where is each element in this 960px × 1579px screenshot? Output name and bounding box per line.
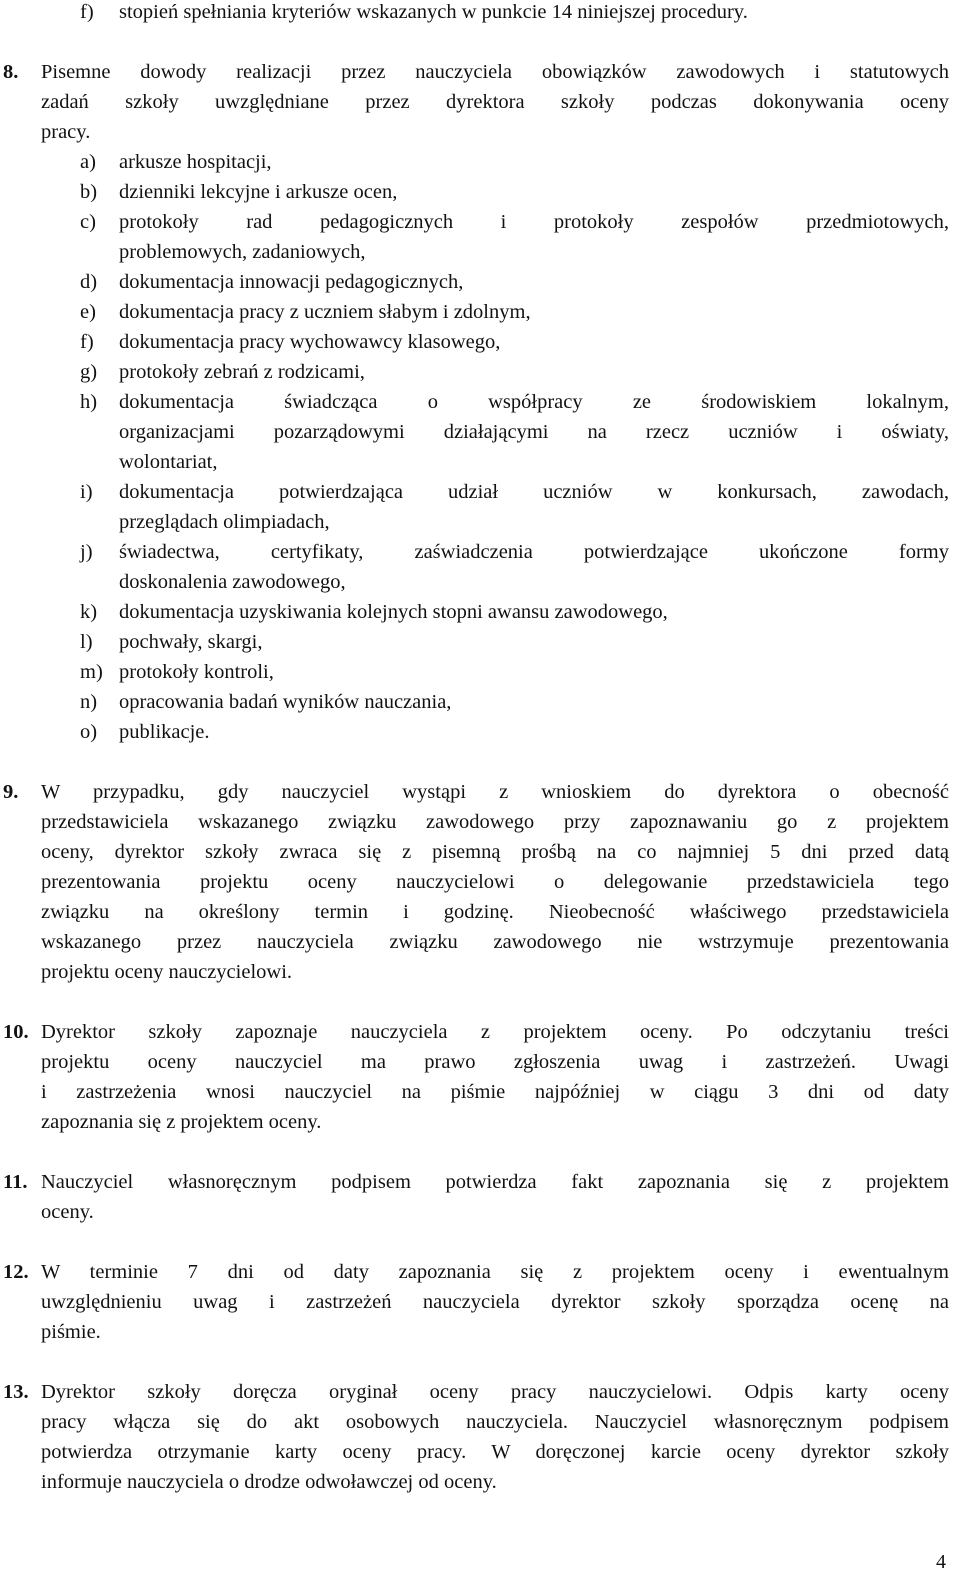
list-item-label: e) [80, 301, 96, 323]
paragraph-line: projektu oceny nauczyciel ma prawo zgłoszenia uwag i zastrzeżeń. Uwagi [41, 1051, 949, 1073]
section-number: 11. [3, 1171, 28, 1193]
list-item-text: świadectwa, certyfikaty, zaświadczenia potwierdzające ukończone formy [119, 541, 949, 563]
paragraph-line: Dyrektor szkoły doręcza oryginał oceny pracy nauczycielowi. Odpis karty oceny [41, 1381, 949, 1403]
paragraph-line: piśmie. [41, 1321, 101, 1343]
list-item-label: h) [80, 391, 98, 413]
list-item-text: dokumentacja potwierdzająca udział uczniów w konkursach, zawodach, [119, 481, 949, 503]
list-item-label: b) [80, 181, 98, 203]
list-item-text: protokoły rad pedagogicznych i protokoły zespołów przedmiotowych, [119, 211, 949, 233]
list-item-text: protokoły zebrań z rodzicami, [119, 361, 365, 383]
list-item-text: wolontariat, [119, 451, 218, 473]
list-item-text: problemowych, zadaniowych, [119, 241, 366, 263]
list-item-text: opracowania badań wyników nauczania, [119, 691, 452, 713]
paragraph-line: Nauczyciel własnoręcznym podpisem potwierdza fakt zapoznania się z projektem [41, 1171, 949, 1193]
list-item-text: arkusze hospitacji, [119, 151, 272, 173]
list-item-label: a) [80, 151, 96, 173]
paragraph-line: zapoznania się z projektem oceny. [41, 1111, 322, 1133]
section-number: 12. [3, 1261, 29, 1283]
list-item-text: stopień spełniania kryteriów wskazanych w punkcie 14 niniejszej procedury. [119, 1, 748, 23]
section-number: 9. [3, 781, 19, 803]
list-item-text: organizacjami pozarządowymi działającymi na rzecz uczniów i oświaty, [119, 421, 949, 443]
paragraph-line: W terminie 7 dni od daty zapoznania się z projektem oceny i ewentualnym [41, 1261, 949, 1283]
list-item-label: i) [80, 481, 93, 503]
paragraph-line: zadań szkoły uwzględniane przez dyrektora szkoły podczas dokonywania oceny [41, 91, 949, 113]
list-item-text: protokoły kontroli, [119, 661, 274, 683]
paragraph-line: Dyrektor szkoły zapoznaje nauczyciela z projektem oceny. Po odczytaniu treści [41, 1021, 949, 1043]
paragraph-line: oceny. [41, 1201, 94, 1223]
list-item-label: m) [80, 661, 103, 683]
list-item-text: dokumentacja pracy wychowawcy klasowego, [119, 331, 501, 353]
paragraph-line: pracy włącza się do akt osobowych nauczyciela. Nauczyciel własnoręcznym podpisem [41, 1411, 949, 1433]
list-item-label: l) [80, 631, 93, 653]
paragraph-line: Pisemne dowody realizacji przez nauczyciela obowiązków zawodowych i statutowych [41, 61, 949, 83]
paragraph-line: uwzględnieniu uwag i zastrzeżeń nauczyciela dyrektor szkoły sporządza ocenę na [41, 1291, 949, 1313]
paragraph-line: przedstawiciela wskazanego związku zawodowego przy zapoznawaniu go z projektem [41, 811, 949, 833]
list-item-label: f) [80, 1, 94, 23]
paragraph-line: projektu oceny nauczycielowi. [41, 961, 293, 983]
paragraph-line: informuje nauczyciela o drodze odwoławczej od oceny. [41, 1471, 497, 1493]
list-item-label: j) [80, 541, 93, 563]
list-item-text: dokumentacja pracy z uczniem słabym i zdolnym, [119, 301, 531, 323]
paragraph-line: oceny, dyrektor szkoły zwraca się z pisemną prośbą na co najmniej 5 dni przed datą [41, 841, 949, 863]
paragraph-line: W przypadku, gdy nauczyciel wystąpi z wnioskiem do dyrektora o obecność [41, 781, 949, 803]
paragraph-line: związku na określony termin i godzinę. Nieobecność właściwego przedstawiciela [41, 901, 949, 923]
list-item-text: pochwały, skargi, [119, 631, 263, 653]
list-item-text: publikacje. [119, 721, 210, 743]
list-item-label: o) [80, 721, 98, 743]
list-item-label: c) [80, 211, 96, 233]
list-item-text: dzienniki lekcyjne i arkusze ocen, [119, 181, 398, 203]
paragraph-line: prezentowania projektu oceny nauczycielowi o delegowanie przedstawiciela tego [41, 871, 949, 893]
list-item-text: doskonalenia zawodowego, [119, 571, 346, 593]
list-item-text: dokumentacja świadcząca o współpracy ze środowiskiem lokalnym, [119, 391, 949, 413]
list-item-label: n) [80, 691, 98, 713]
paragraph-line: i zastrzeżenia wnosi nauczyciel na piśmie najpóźniej w ciągu 3 dni od daty [41, 1081, 949, 1103]
page-number: 4 [936, 1551, 946, 1573]
list-item-label: k) [80, 601, 98, 623]
list-item-text: przeglądach olimpiadach, [119, 511, 330, 533]
paragraph-line: pracy. [41, 121, 91, 143]
list-item-label: g) [80, 361, 98, 383]
section-number: 10. [3, 1021, 29, 1043]
section-number: 8. [3, 61, 19, 83]
list-item-label: d) [80, 271, 98, 293]
paragraph-line: potwierdza otrzymanie karty oceny pracy. W doręczonej karcie oceny dyrektor szkoły [41, 1441, 949, 1463]
list-item-text: dokumentacja uzyskiwania kolejnych stopni awansu zawodowego, [119, 601, 668, 623]
section-number: 13. [3, 1381, 29, 1403]
paragraph-line: wskazanego przez nauczyciela związku zawodowego nie wstrzymuje prezentowania [41, 931, 949, 953]
list-item-text: dokumentacja innowacji pedagogicznych, [119, 271, 464, 293]
list-item-label: f) [80, 331, 94, 353]
